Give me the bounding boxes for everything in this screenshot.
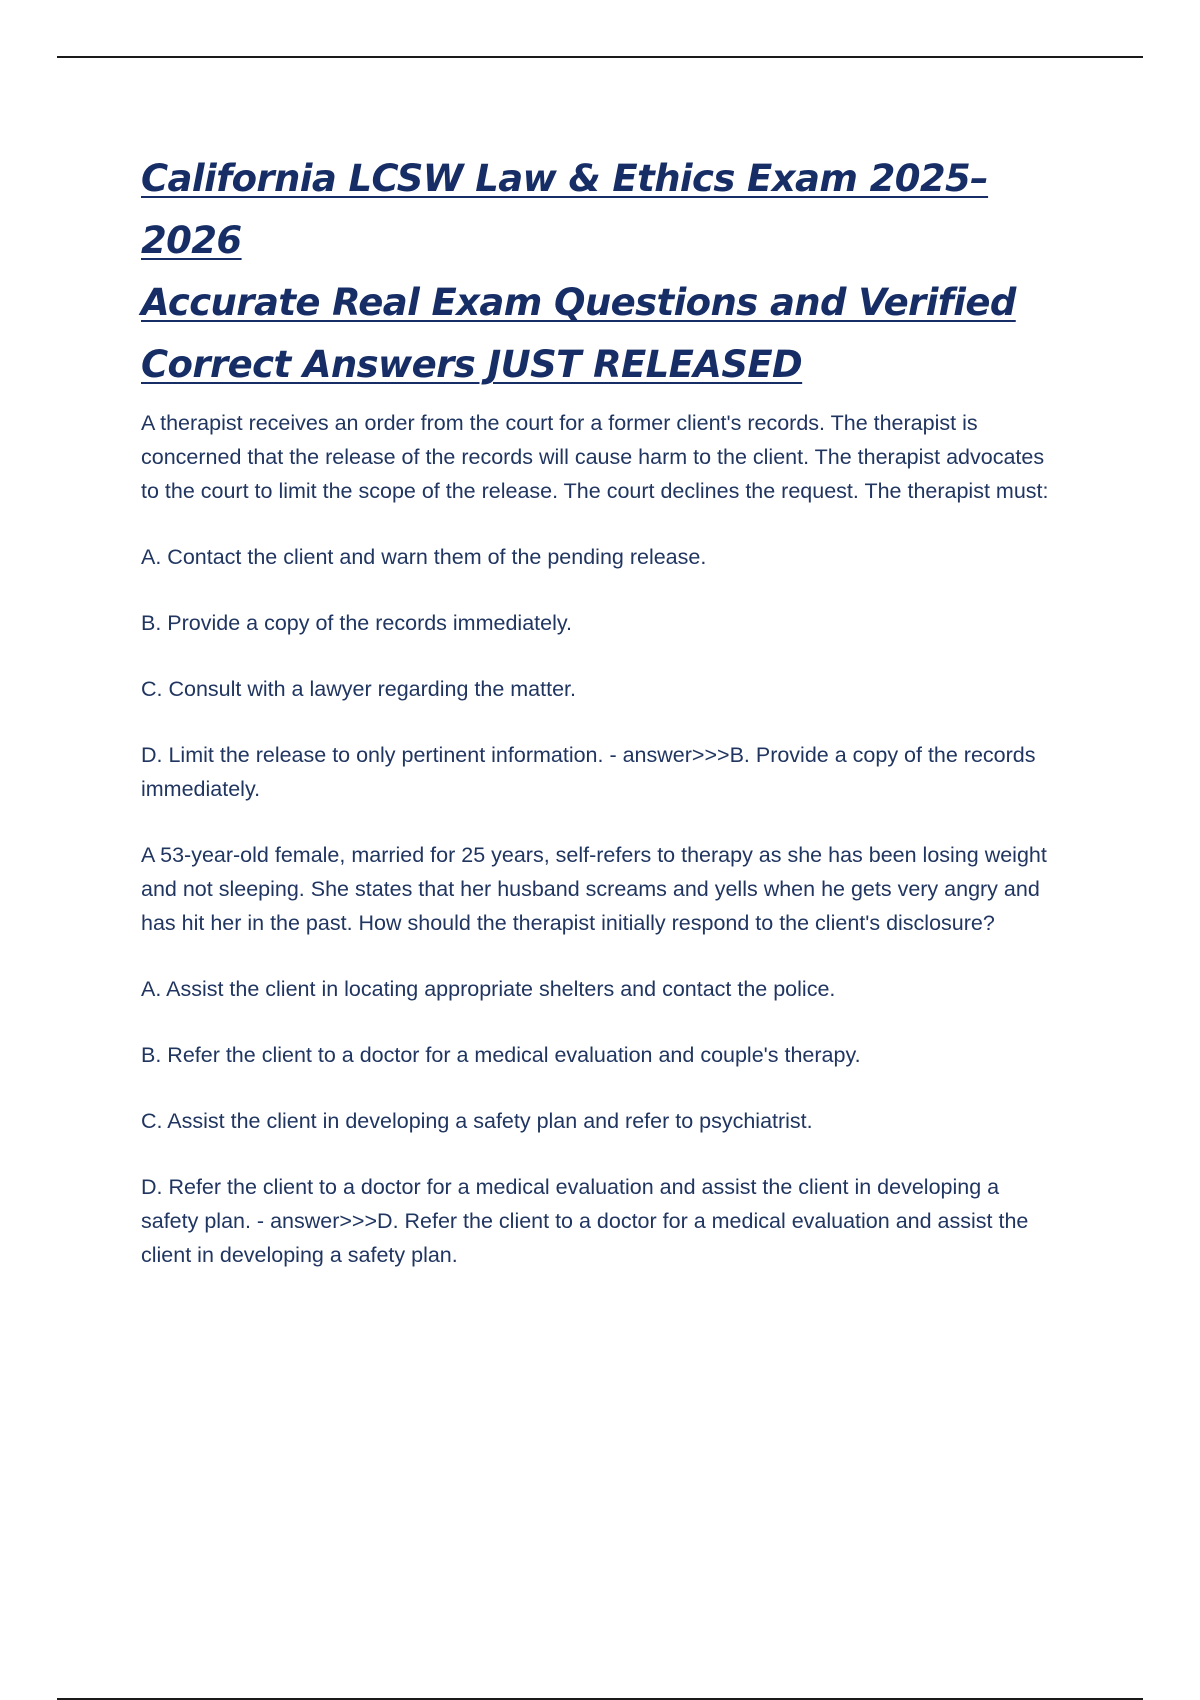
document-body <box>141 148 1061 1272</box>
header-rule <box>57 56 1143 58</box>
answer-option-with-answer: D. Limit the release to only pertinent information. - answer>>>B. Provide a copy of the records immediately. <box>141 743 1036 801</box>
question-stem: A therapist receives an order from the court for a former client's records. The therapist is concerned that the release of the records will cause harm to the client. The therapist advocates to the court to limit the scope of the release. The court declines the request. The therapist must: <box>141 411 1049 503</box>
answer-option: A. Assist the client in locating appropriate shelters and contact the police. <box>141 977 836 1001</box>
title-line-2: Accurate Real Exam Questions and Verified <box>141 281 1016 324</box>
question-stem: A 53-year-old female, married for 25 years, self-refers to therapy as she has been losing weight and not sleeping. She states that her husband screams and yells when he gets very angry and has hit her in the past. How should the therapist initially respond to the client's disclosure? <box>141 843 1047 935</box>
document-title <box>141 148 1061 396</box>
question-1 <box>141 406 1061 806</box>
answer-option: C. Assist the client in developing a safety plan and refer to psychiatrist. <box>141 1109 813 1133</box>
answer-option-with-answer: D. Refer the client to a doctor for a medical evaluation and assist the client in developing a safety plan. - answer>>>D. Refer the client to a doctor for a medical evaluation and assist the client in developing a safety plan. <box>141 1175 1029 1267</box>
answer-option: B. Refer the client to a doctor for a medical evaluation and couple's therapy. <box>141 1043 861 1067</box>
answer-option: A. Contact the client and warn them of the pending release. <box>141 545 707 569</box>
answer-option: B. Provide a copy of the records immediately. <box>141 611 572 635</box>
title-line-3: Correct Answers JUST RELEASED <box>141 343 803 386</box>
question-2 <box>141 838 1061 1272</box>
answer-option: C. Consult with a lawyer regarding the matter. <box>141 677 576 701</box>
title-line-1: California LCSW Law & Ethics Exam 2025–2026 <box>141 157 989 262</box>
